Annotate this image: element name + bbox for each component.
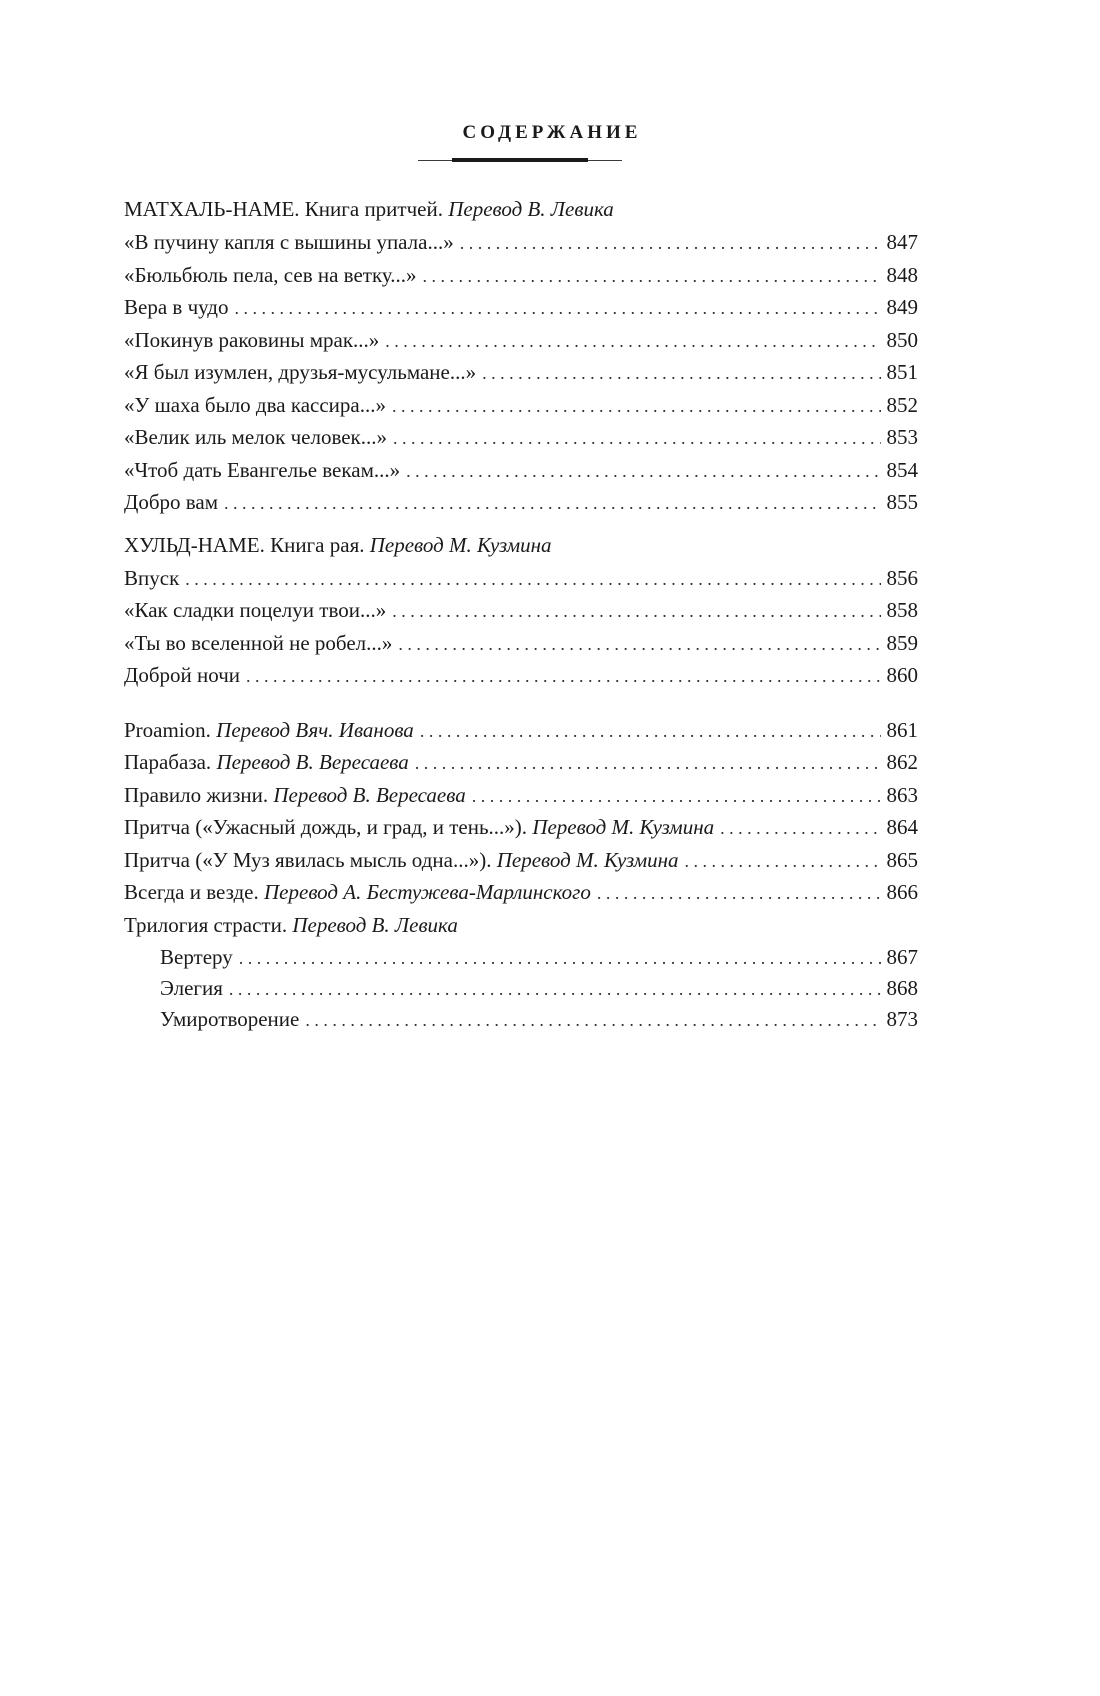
entry-label: Элегия	[160, 975, 223, 1000]
entry-label: «Ты во вселенной не робел...»	[124, 630, 393, 655]
toc-entry[interactable]	[124, 779, 918, 812]
toc-entry[interactable]	[124, 844, 918, 877]
entry-label: «Чтоб дать Евангелье векам...»	[124, 457, 401, 482]
entry-translator: Перевод М. Кузмина	[532, 815, 715, 839]
entry-label: «Я был изумлен, друзья-мусульмане...»	[124, 360, 477, 384]
entry-label	[124, 876, 591, 909]
page-number: 868	[886, 975, 918, 1000]
entry-label: Умиротворение	[160, 1006, 300, 1031]
page-title: СОДЕРЖАНИЕ	[462, 122, 642, 143]
toc-entry[interactable]	[124, 942, 918, 973]
page-number: 854	[886, 457, 918, 482]
entry-label	[124, 779, 466, 812]
toc-entry[interactable]	[124, 324, 918, 357]
title-rule-accent	[452, 158, 588, 162]
entry-title: Всегда и везде.	[124, 880, 265, 904]
toc-entry[interactable]	[124, 486, 918, 519]
toc-entry[interactable]	[124, 811, 918, 844]
entry-label: Добро вам	[124, 490, 219, 514]
page-number: 866	[886, 880, 918, 904]
dot-leader	[385, 325, 880, 358]
page-number: 847	[886, 230, 918, 254]
section-translator: Перевод М. Кузмина	[369, 532, 552, 557]
entry-label: «Велик иль мелок человек...»	[124, 425, 388, 449]
section-title: Трилогия страсти.	[124, 912, 293, 937]
page-number: 863	[886, 782, 918, 807]
toc-entry[interactable]	[124, 259, 918, 292]
section-translator: Перевод В. Левика	[448, 197, 614, 221]
entry-label: Доброй ночи	[124, 663, 240, 687]
entry-label	[124, 844, 679, 877]
dot-leader	[472, 780, 881, 813]
page-number: 865	[886, 847, 918, 872]
dot-leader	[398, 628, 880, 661]
entry-label	[124, 811, 714, 844]
entry-label: «В пучину капля с вышины упала...»	[124, 230, 454, 254]
page-number: 853	[886, 425, 918, 449]
toc-entry[interactable]	[124, 1004, 918, 1035]
entry-label	[124, 714, 414, 747]
entry-label: «Как сладки поцелуи твои...»	[124, 598, 387, 622]
page-number: 851	[886, 360, 918, 384]
page-number: 873	[886, 1006, 918, 1031]
toc-entry[interactable]	[124, 973, 918, 1004]
entry-title: Притча («У Муз явилась мысль одна...»).	[124, 847, 497, 872]
section-heading	[124, 529, 918, 561]
page-number: 855	[886, 490, 918, 514]
entry-translator: Перевод В. Вересаева	[216, 750, 409, 774]
entry-translator: Перевод Вяч. Иванова	[216, 717, 414, 742]
entry-translator: Перевод М. Кузмина	[496, 847, 679, 872]
page-number: 852	[886, 392, 918, 417]
entry-label: «У шаха было два кассира...»	[124, 392, 386, 417]
dot-leader	[239, 943, 881, 974]
dot-leader	[420, 715, 881, 748]
entry-title: Парабаза.	[124, 750, 217, 774]
entry-translator: Перевод А. Бестужева-Марлинского	[264, 880, 591, 904]
entry-title: Притча («Ужасный дождь, и град, и тень...»).	[124, 815, 533, 839]
page-number: 862	[886, 750, 918, 774]
dot-leader	[393, 422, 880, 455]
dot-leader	[423, 260, 881, 293]
page-number: 848	[886, 262, 918, 287]
toc-entry[interactable]	[124, 876, 918, 909]
page-number: 861	[886, 717, 918, 742]
spacer	[124, 692, 918, 714]
page-number: 850	[886, 327, 918, 352]
section-heading	[124, 193, 918, 225]
entry-label	[124, 746, 409, 779]
toc-entry[interactable]	[124, 562, 918, 595]
entry-title: Правило жизни.	[124, 782, 274, 807]
dot-leader	[246, 660, 881, 693]
table-of-contents	[124, 193, 918, 1035]
dot-leader	[685, 845, 881, 878]
dot-leader	[185, 563, 880, 596]
dot-leader	[720, 812, 880, 845]
dot-leader	[229, 974, 881, 1005]
dot-leader	[415, 747, 881, 780]
page-number: 867	[886, 944, 918, 969]
dot-leader	[406, 455, 880, 488]
dot-leader	[224, 487, 880, 520]
toc-entry[interactable]	[124, 659, 918, 692]
section-translator: Перевод В. Левика	[292, 912, 458, 937]
section-heading	[124, 909, 918, 941]
entry-label: Вера в чудо	[124, 295, 229, 319]
page-number: 860	[886, 663, 918, 687]
dot-leader	[392, 595, 880, 628]
toc-entry[interactable]	[124, 714, 918, 747]
page-number: 856	[886, 565, 918, 590]
dot-leader	[460, 227, 881, 260]
entry-translator: Перевод В. Вересаева	[273, 782, 466, 807]
page-number: 864	[886, 815, 918, 839]
entry-label: Впуск	[124, 565, 180, 590]
entry-label: «Покинув раковины мрак...»	[124, 327, 380, 352]
page-number: 859	[886, 630, 918, 655]
page-header	[0, 122, 1100, 144]
page-number: 858	[886, 598, 918, 622]
toc-entry[interactable]	[124, 421, 918, 454]
toc-entry[interactable]	[124, 594, 918, 627]
toc-entry[interactable]	[124, 389, 918, 422]
section-title: ХУЛЬД-НАМЕ. Книга рая.	[124, 532, 370, 557]
dot-leader	[305, 1005, 880, 1036]
dot-leader	[597, 877, 881, 910]
dot-leader	[482, 357, 880, 390]
toc-entry[interactable]	[124, 226, 918, 259]
dot-leader	[235, 292, 881, 325]
page-number: 849	[886, 295, 918, 319]
toc-entry[interactable]	[124, 627, 918, 660]
dot-leader	[392, 390, 881, 423]
toc-entry[interactable]	[124, 454, 918, 487]
toc-entry[interactable]	[124, 291, 918, 324]
entry-title: Proamion.	[124, 717, 217, 742]
toc-entry[interactable]	[124, 356, 918, 389]
entry-label: «Бюльбюль пела, сев на ветку...»	[124, 262, 417, 287]
entry-label: Вертеру	[160, 944, 233, 969]
section-title: МАТХАЛЬ-НАМЕ. Книга притчей.	[124, 197, 449, 221]
toc-entry[interactable]	[124, 746, 918, 779]
